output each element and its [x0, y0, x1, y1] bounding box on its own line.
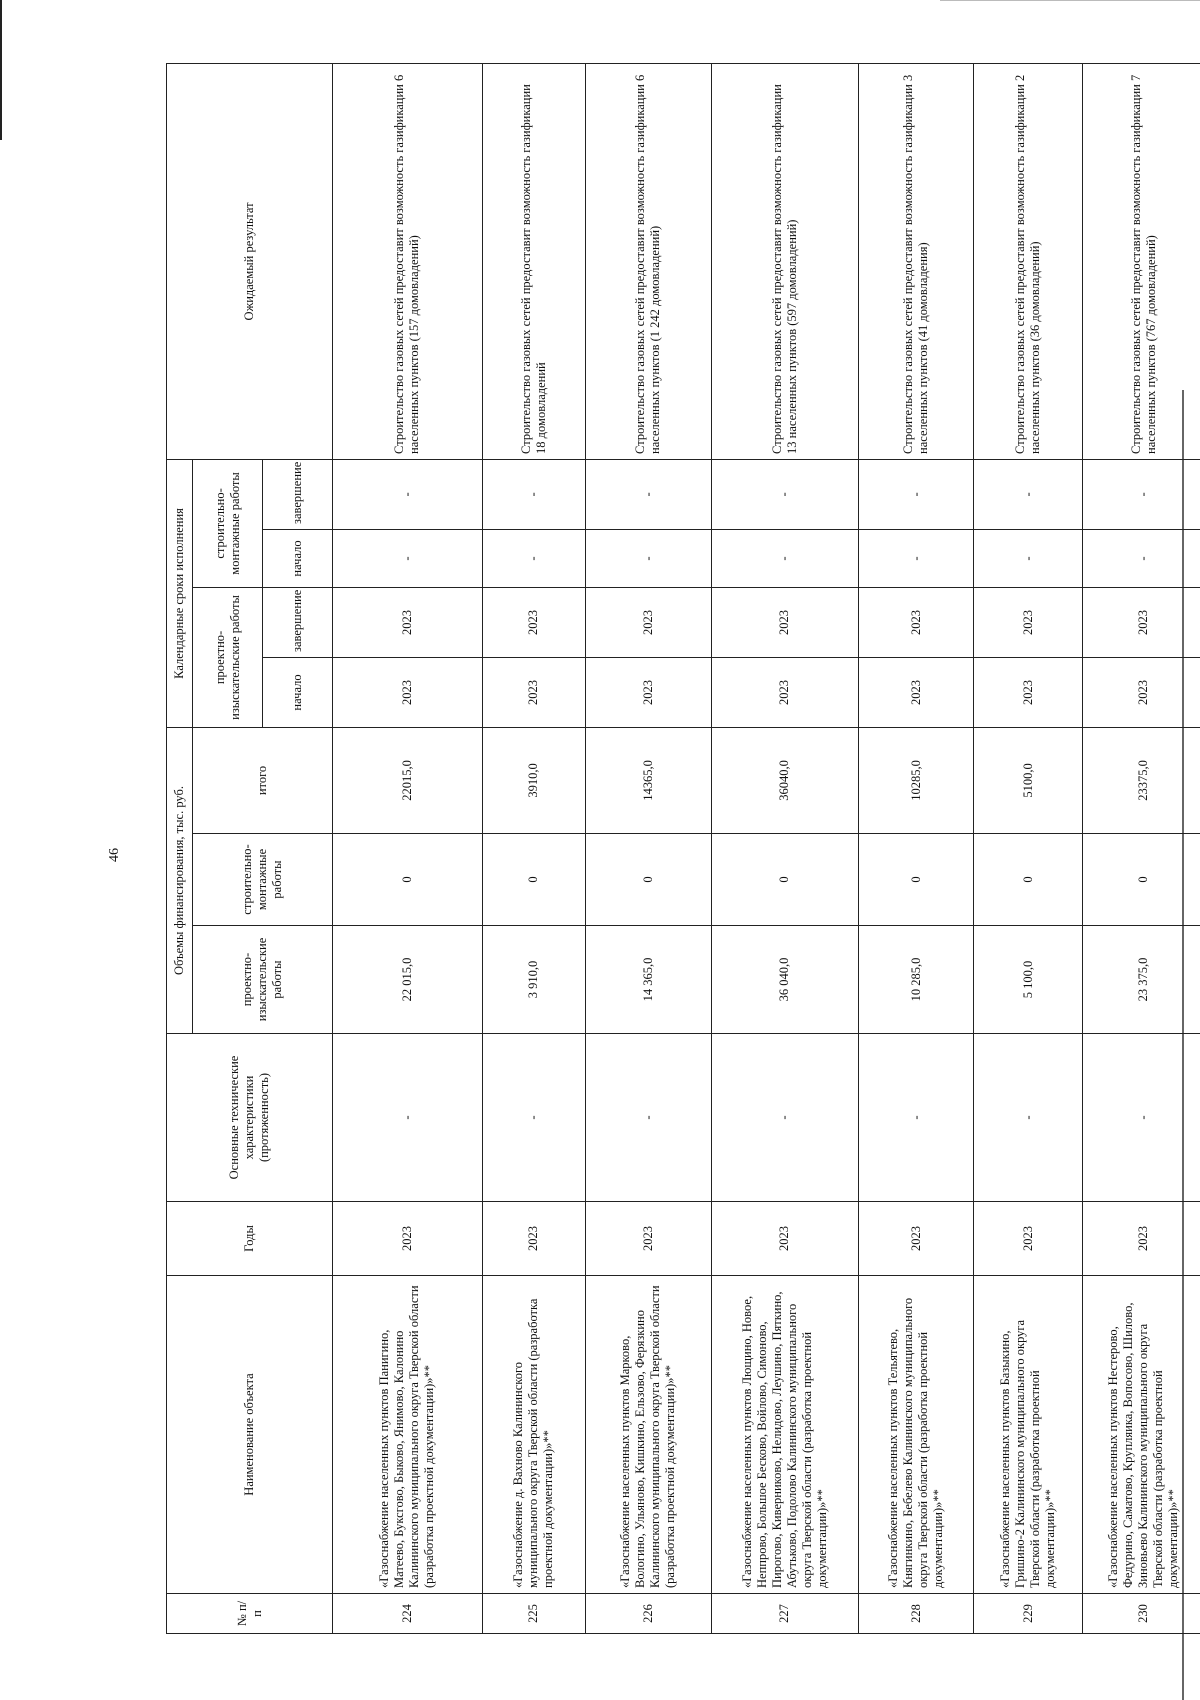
table-row: [586, 63, 711, 1633]
expected-result: Строительство газовых сетей предоставит возможность газификации 3 населенных пунктов (41 домовладения): [858, 63, 974, 459]
table-row: [711, 63, 858, 1633]
table-row: [858, 63, 974, 1633]
expected-result: Строительство газовых сетей предоставит возможность газификации 2 населенных пунктов (36 домовладений): [974, 63, 1083, 459]
construction-end: -: [482, 459, 586, 529]
object-name: «Газоснабжение населенных пунктов Нестерово, Федурино, Саматово, Крупляика, Вопосово, Шилово, Зиновьево Калининского муниципального округа Тверской области (разработка проектной документации)»**: [1082, 1276, 1200, 1594]
header-construction-period: строительно-монтажные работы: [193, 459, 263, 587]
construction-start: -: [711, 529, 858, 587]
header-construction-end: завершение: [263, 459, 333, 529]
table-row: [1082, 63, 1200, 1633]
expected-result: Строительство газовых сетей предоставит возможность газификации 18 домовладений: [482, 63, 586, 459]
construction-end: -: [711, 459, 858, 529]
tech-characteristics: -: [586, 1034, 711, 1202]
table-row: [974, 63, 1083, 1633]
design-start: 2023: [974, 657, 1083, 727]
row-num: 224: [333, 1594, 483, 1634]
header-construction-start: начало: [263, 529, 333, 587]
design-end: 2023: [333, 587, 483, 657]
scan-top-line: [940, 0, 1200, 1]
object-name: «Газоснабжение населенных пунктов Базыкино, Гришино-2 Калининского муниципального округа Тверской области (разработка проектной документации)»**: [974, 1276, 1083, 1594]
tech-characteristics: -: [858, 1034, 974, 1202]
financing-total: 23375,0: [1082, 727, 1200, 833]
row-num: 225: [482, 1594, 586, 1634]
header-construction-work: строительно-монтажные работы: [193, 834, 333, 926]
design-end: 2023: [711, 587, 858, 657]
year: 2023: [333, 1202, 483, 1276]
expected-result: Строительство газовых сетей предоставит возможность газификации 6 населенных пунктов (1 242 домовладений): [586, 63, 711, 459]
design-start: 2023: [482, 657, 586, 727]
financing-design: 3 910,0: [482, 926, 586, 1034]
year: 2023: [1082, 1202, 1200, 1276]
expected-result: Строительство газовых сетей предоставит возможность газификации 7 населенных пунктов (767 домовладений): [1082, 63, 1200, 459]
financing-construction: 0: [974, 834, 1083, 926]
construction-start: -: [1082, 529, 1200, 587]
object-name: «Газоснабжение населенных пунктов Лющино, Новое, Неппрово, Большое Бесково, Войлово, Симоново, Пирогово, Киверниково, Нелидово, Леушино, Пяткино, Абутьково, Подолово Калининского муниципального округа Тверской области (разработка проектной документации)»**: [711, 1276, 858, 1594]
header-num: № п/п: [167, 1594, 333, 1634]
header-result: Ожидаемый результат: [167, 63, 333, 459]
financing-design: 5 100,0: [974, 926, 1083, 1034]
expected-result: Строительство газовых сетей предоставит возможность газификации 13 населенных пунктов (597 домовладений): [711, 63, 858, 459]
object-name: «Газоснабжение населенных пунктов Тельятево, Княгинкино, Бебелево Калининского муниципального округа Тверской области (разработка проектной документации)»**: [858, 1276, 974, 1594]
financing-design: 36 040,0: [711, 926, 858, 1034]
financing-design: 10 285,0: [858, 926, 974, 1034]
row-num: 226: [586, 1594, 711, 1634]
financing-design: 14 365,0: [586, 926, 711, 1034]
header-design-period: проектно-изыскательские работы: [193, 587, 263, 727]
tech-characteristics: -: [1082, 1034, 1200, 1202]
object-name: «Газоснабжение населенных пунктов Панигино, Матеево, Буксгово, Быково, Янимово, Калонино Калининского муниципального округа Тверской области (разработка проектной документации)»**: [333, 1276, 483, 1594]
header-name: Наименование объекта: [167, 1276, 333, 1594]
year: 2023: [974, 1202, 1083, 1276]
design-start: 2023: [333, 657, 483, 727]
design-start: 2023: [858, 657, 974, 727]
construction-end: -: [1082, 459, 1200, 529]
design-end: 2023: [586, 587, 711, 657]
tech-characteristics: -: [333, 1034, 483, 1202]
financing-total: 3910,0: [482, 727, 586, 833]
gasification-objects-table: [166, 63, 1200, 1634]
rotated-table-container: [166, 64, 1200, 1634]
header-tech: Основные технические характеристики (протяженность): [167, 1034, 333, 1202]
year: 2023: [858, 1202, 974, 1276]
construction-start: -: [333, 529, 483, 587]
financing-total: 10285,0: [858, 727, 974, 833]
financing-construction: 0: [482, 834, 586, 926]
financing-construction: 0: [1082, 834, 1200, 926]
financing-construction: 0: [586, 834, 711, 926]
design-end: 2023: [1082, 587, 1200, 657]
construction-start: -: [858, 529, 974, 587]
year: 2023: [482, 1202, 586, 1276]
design-start: 2023: [1082, 657, 1200, 727]
scan-edge-mark: [0, 0, 2, 140]
financing-construction: 0: [711, 834, 858, 926]
table-row: [482, 63, 586, 1633]
page-number: 46: [107, 848, 122, 862]
year: 2023: [711, 1202, 858, 1276]
construction-end: -: [974, 459, 1083, 529]
year: 2023: [586, 1202, 711, 1276]
header-total: итого: [193, 727, 333, 833]
financing-total: 5100,0: [974, 727, 1083, 833]
construction-start: -: [974, 529, 1083, 587]
design-end: 2023: [482, 587, 586, 657]
design-end: 2023: [974, 587, 1083, 657]
tech-characteristics: -: [974, 1034, 1083, 1202]
header-design-work: проектно-изыскательские работы: [193, 926, 333, 1034]
design-start: 2023: [586, 657, 711, 727]
header-design-start: начало: [263, 657, 333, 727]
header-schedule: Календарные сроки исполнения: [167, 459, 193, 727]
financing-design: 23 375,0: [1082, 926, 1200, 1034]
tech-characteristics: -: [482, 1034, 586, 1202]
header-financing: Объемы финансирования, тыс. руб.: [167, 727, 193, 1033]
expected-result: Строительство газовых сетей предоставит возможность газификации 6 населенных пунктов (157 домовладений): [333, 63, 483, 459]
design-end: 2023: [858, 587, 974, 657]
row-num: 227: [711, 1594, 858, 1634]
row-num: 230: [1082, 1594, 1200, 1634]
tech-characteristics: -: [711, 1034, 858, 1202]
financing-design: 22 015,0: [333, 926, 483, 1034]
construction-start: -: [586, 529, 711, 587]
row-num: 228: [858, 1594, 974, 1634]
financing-total: 22015,0: [333, 727, 483, 833]
header-design-end: завершение: [263, 587, 333, 657]
table-row: [333, 63, 483, 1633]
construction-end: -: [858, 459, 974, 529]
header-years: Годы: [167, 1202, 333, 1276]
design-start: 2023: [711, 657, 858, 727]
object-name: «Газоснабжение населенных пунктов Марково, Вологино, Ульяново, Кишкино, Ельзово, Ферязкино Калининского муниципального округа Тверской области (разработка проектной документации)»**: [586, 1276, 711, 1594]
construction-end: -: [586, 459, 711, 529]
row-num: 229: [974, 1594, 1083, 1634]
financing-total: 14365,0: [586, 727, 711, 833]
financing-construction: 0: [858, 834, 974, 926]
construction-start: -: [482, 529, 586, 587]
construction-end: -: [333, 459, 483, 529]
financing-construction: 0: [333, 834, 483, 926]
financing-total: 36040,0: [711, 727, 858, 833]
object-name: «Газоснабжение д. Вахново Калининского муниципального округа Тверской области (разработка проектной документации)»**: [482, 1276, 586, 1594]
